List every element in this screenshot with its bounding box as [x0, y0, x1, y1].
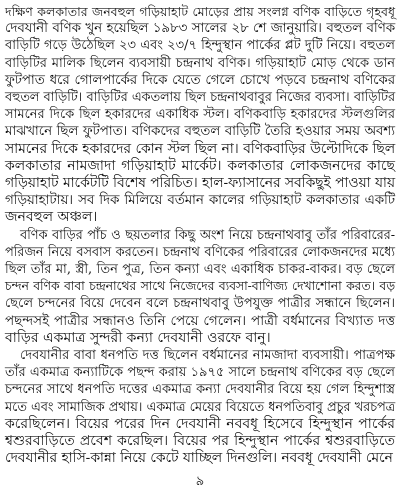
text-line: চন্দন বণিক বাবা চন্দ্রনাথের সাথে নিজেদের ব্যবসা-বাণিজ্য দেখাশোনা করত। বড়: [5, 279, 395, 294]
text-line: বাড়িটির মালিক ছিলেন ব্যবসায়ী চন্দ্রনাথ বণিক। গড়িয়াহাট মোড় থেকে ডান: [5, 55, 395, 71]
text-line: ছিল তাঁর মা, স্ত্রী, তিন পুত্র, তিন কন্যা এবং একাধিক চাকর-বাকর। বড় ছেলে: [5, 262, 395, 278]
text-line: জনবহুল অঞ্চল।: [5, 209, 98, 226]
text-line: বণিক বাড়ির পাঁচ ও ছয়তলার কিছু অংশ নিয়ে চন্দ্রনাথবাবু তাঁর পরিবারের-: [20, 227, 395, 243]
paragraph: [5, 347, 395, 467]
paragraph: [5, 3, 395, 227]
text-line: দক্ষিণ কলকাতার জনবহুল গড়িয়াহাট মোড়ের প্রায় সংলগ্ন বণিক বাড়িতে গৃহবধূ: [5, 4, 395, 19]
text-line: দেবযানীর বাবা ধনপতি দত্ত ছিলেন বর্ধমানের নামজাদা ব্যবসায়ী। পাত্রপক্ষ: [20, 348, 395, 364]
text-line: করেছিলেন। বিয়ের পরের দিন দেবযানী নববধূ হিসেবে হিন্দুস্থান পার্কের: [5, 415, 395, 432]
text-line: সামনের দিকে হকারদের কোন স্টল ছিল না। বণিকবাড়ির উল্টোদিকে ছিল: [5, 140, 395, 157]
text-line: তাঁর একমাত্র কন্যাটিকে পছন্দ করায় ১৯৭৫ সালে চন্দ্রনাথ বণিকের বড় ছেলে: [5, 365, 395, 381]
text-line: শ্বশুরবাড়িতে প্রবেশ করেছিল। বিয়ের পর হিন্দুস্থান পার্কের শ্বশুরবাড়িতে: [5, 433, 395, 450]
text-line: মতে এবং সামাজিক প্রথায়। একমাত্র মেয়ের বিয়েতে ধনপতিবাবু প্রচুর খরচপত্র: [5, 399, 395, 415]
text-line: কলকাতার নামজাদা গড়িয়াহাট মার্কেট। কলকাতার লোকজনদের কাছে: [5, 157, 395, 174]
text-line: ছেলে চন্দনের বিয়ে দেবেন বলে চন্দ্রনাথবাবু উপযুক্ত পাত্রীর সন্ধানে ছিলেন।: [5, 296, 395, 312]
text-line: পছন্দসই পাত্রীর সন্ধানও তিনি পেয়ে গেলেন। পাত্রী বর্ধমানের বিখ্যাত দত্ত: [5, 312, 395, 329]
text-line: বহুতল বাড়িটি। বাড়িটির একতলায় ছিল চন্দ্রনাথবাবুর নিজের ব্যবসা। বাড়িটির: [5, 90, 395, 106]
page-number: ৯: [195, 474, 205, 489]
text-line: ফুটপাত ধরে গোলপার্কের দিকে যেতে গেলে চোখে পড়বে চন্দ্রনাথ বণিকের: [5, 72, 395, 88]
paragraph: [5, 227, 395, 347]
text-line: পরিজন নিয়ে বসবাস করতেন। চন্দ্রনাথ বণিকের পরিবারের লোকজনদের মধ্যে: [5, 244, 395, 260]
body-text: [5, 3, 395, 467]
text-line: বাড়িটি গড়ে উঠেছিল ২৩ এবং ২৩/৭ হিন্দুস্থান পার্কের প্লট দুটি নিয়ে। বহুতল: [5, 38, 395, 54]
text-line: বাড়ির একমাত্র সুন্দরী কন্যা দেবযানী ওরফে বানু।: [5, 329, 271, 346]
text-line: দেবযানীর হাসি-কান্না নিয়ে কেটে যাচ্ছিল দিনগুলি। নববধূ দেবযানী মেনে: [5, 450, 393, 467]
text-line: মাঝখানে ছিল ফুটপাত। বণিকদের বহুতল বাড়িটি তৈরি হওয়ার সময় অবশ্য: [5, 124, 395, 140]
text-line: চন্দনের সাথে ধনপতি দত্তের একমাত্র কন্যা দেবযানীর বিয়ে হয় গেল হিন্দুশাস্ত্র: [5, 382, 395, 398]
text-line: গড়িয়াহাটায়। সব দিক মিলিয়ে বর্তমান কালের গড়িয়াহাট কলকাতার একটি: [5, 193, 395, 209]
text-line: দেবযানী বণিক খুন হয়েছিল ১৯৮৩ সালের ২৮ শে জানুয়ারি। বহুতল বণিক: [5, 21, 395, 37]
text-line: গড়িয়াহাট মার্কেটটি বিশেষ পরিচিত। হাল-ফ্যাসানের সবকিছুই পাওয়া যায়: [5, 175, 395, 192]
text-line: সামনের দিকে ছিল হকারদের একাধিক স্টল। বণিকবাড়ি হকারদের স্টলগুলির: [5, 107, 395, 123]
